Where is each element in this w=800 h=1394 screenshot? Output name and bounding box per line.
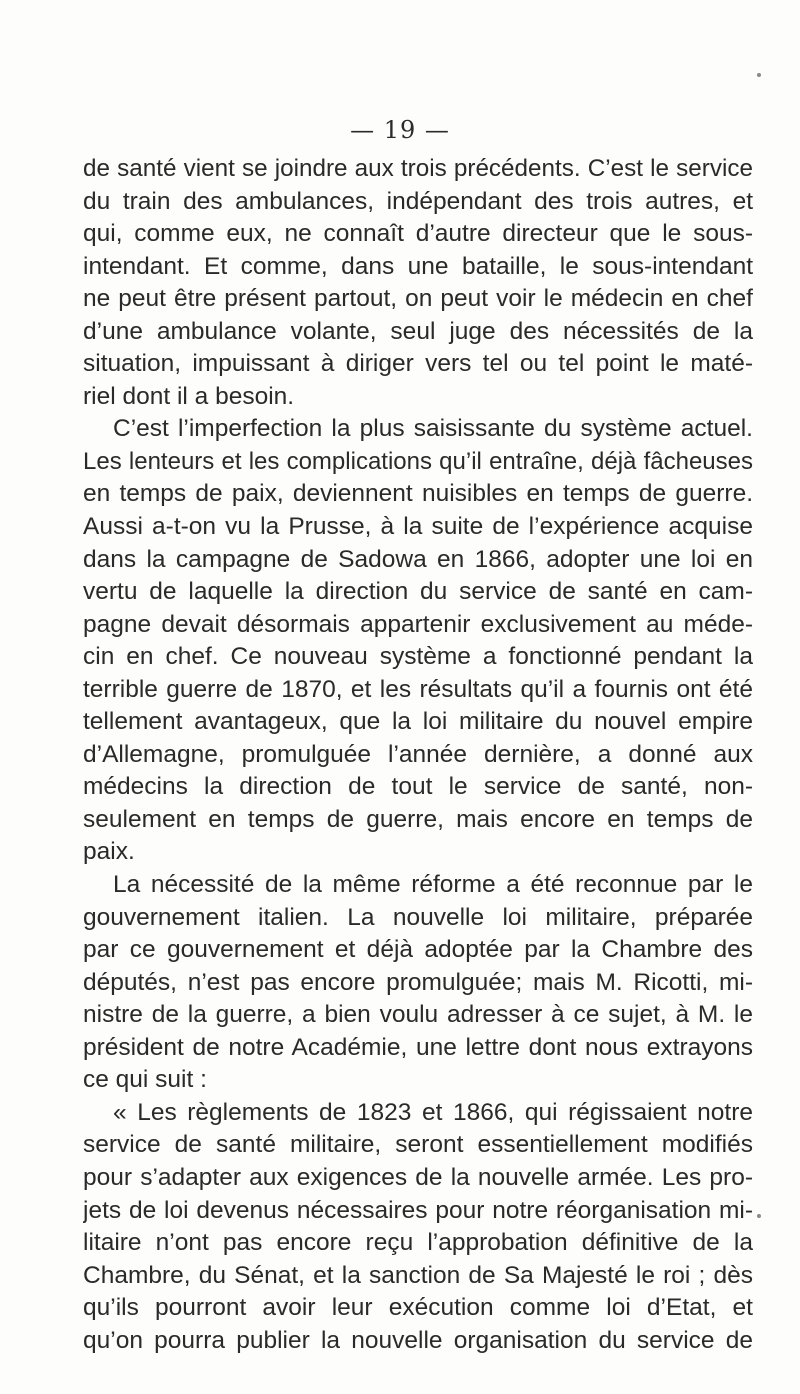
text-line: président de notre Académie, une lettre dont nous extrayons xyxy=(83,1033,753,1061)
paper-speck xyxy=(757,1214,761,1218)
text-line: seulement en temps de guerre, mais encore en temps de xyxy=(83,805,753,833)
text-line: La nécessité de la même réforme a été reconnue par le xyxy=(113,871,753,899)
text-line: du train des ambulances, indépendant des trois autres, et xyxy=(83,187,753,215)
paper-speck xyxy=(757,73,761,77)
text-line: dans la campagne de Sadowa en 1866, adopter une loi en xyxy=(83,545,753,573)
text-line: pagne devait désormais appartenir exclusivement au méde- xyxy=(83,610,753,638)
text-line: en temps de paix, deviennent nuisibles en temps de guerre. xyxy=(83,480,753,508)
text-line: par ce gouvernement et déjà adoptée par la Chambre des xyxy=(83,936,753,964)
text-line: « Les règlements de 1823 et 1866, qui régissaient notre xyxy=(113,1098,753,1126)
text-line: paix. xyxy=(83,838,135,866)
text-line: situation, impuissant à diriger vers tel ou tel point le maté- xyxy=(83,350,753,378)
text-line: litaire n’ont pas encore reçu l’approbation définitive de la xyxy=(83,1229,753,1257)
text-line: qu’on pourra publier la nouvelle organisation du service de xyxy=(83,1326,753,1354)
text-line: tellement avantageux, que la loi militaire du nouvel empire xyxy=(83,708,753,736)
text-line: gouvernement italien. La nouvelle loi militaire, préparée xyxy=(83,903,753,931)
text-line: Les lenteurs et les complications qu’il entraîne, déjà fâcheuses xyxy=(83,447,753,475)
body-text xyxy=(83,153,753,1357)
text-line: Aussi a-t-on vu la Prusse, à la suite de l’expérience acquise xyxy=(83,513,753,541)
text-line: députés, n’est pas encore promulguée; mais M. Ricotti, mi- xyxy=(83,968,753,996)
page-number: — 19 — xyxy=(350,116,450,144)
text-line: ne peut être présent partout, on peut voir le médecin en chef xyxy=(83,285,753,313)
text-line: service de santé militaire, seront essentiellement modifiés xyxy=(83,1131,753,1159)
text-line: vertu de laquelle la direction du service de santé en cam- xyxy=(83,578,753,606)
text-line: terrible guerre de 1870, et les résultats qu’il a fournis ont été xyxy=(83,675,753,703)
text-line: cin en chef. Ce nouveau système a fonctionné pendant la xyxy=(83,643,753,671)
text-line: C’est l’imperfection la plus saisissante du système actuel. xyxy=(113,415,753,443)
text-line: d’une ambulance volante, seul juge des nécessités de la xyxy=(83,317,753,345)
text-line: jets de loi devenus nécessaires pour notre réorganisation mi- xyxy=(83,1196,753,1224)
text-line: pour s’adapter aux exigences de la nouvelle armée. Les pro- xyxy=(83,1163,753,1191)
text-line: qu’ils pourront avoir leur exécution comme loi d’Etat, et xyxy=(83,1294,753,1322)
text-line: nistre de la guerre, a bien voulu adresser à ce sujet, à M. le xyxy=(83,1001,753,1029)
text-line: qui, comme eux, ne connaît d’autre directeur que le sous- xyxy=(83,220,753,248)
text-line: riel dont il a besoin. xyxy=(83,382,295,410)
text-line: intendant. Et comme, dans une bataille, le sous-intendant xyxy=(83,252,753,280)
text-line: Chambre, du Sénat, et la sanction de Sa Majesté le roi ; dès xyxy=(83,1261,753,1289)
text-line: médecins la direction de tout le service de santé, non- xyxy=(83,773,753,801)
text-line: de santé vient se joindre aux trois précédents. C’est le service xyxy=(83,155,753,182)
text-line: d’Allemagne, promulguée l’année dernière, a donné aux xyxy=(83,740,753,768)
text-line: ce qui suit : xyxy=(83,1066,207,1094)
